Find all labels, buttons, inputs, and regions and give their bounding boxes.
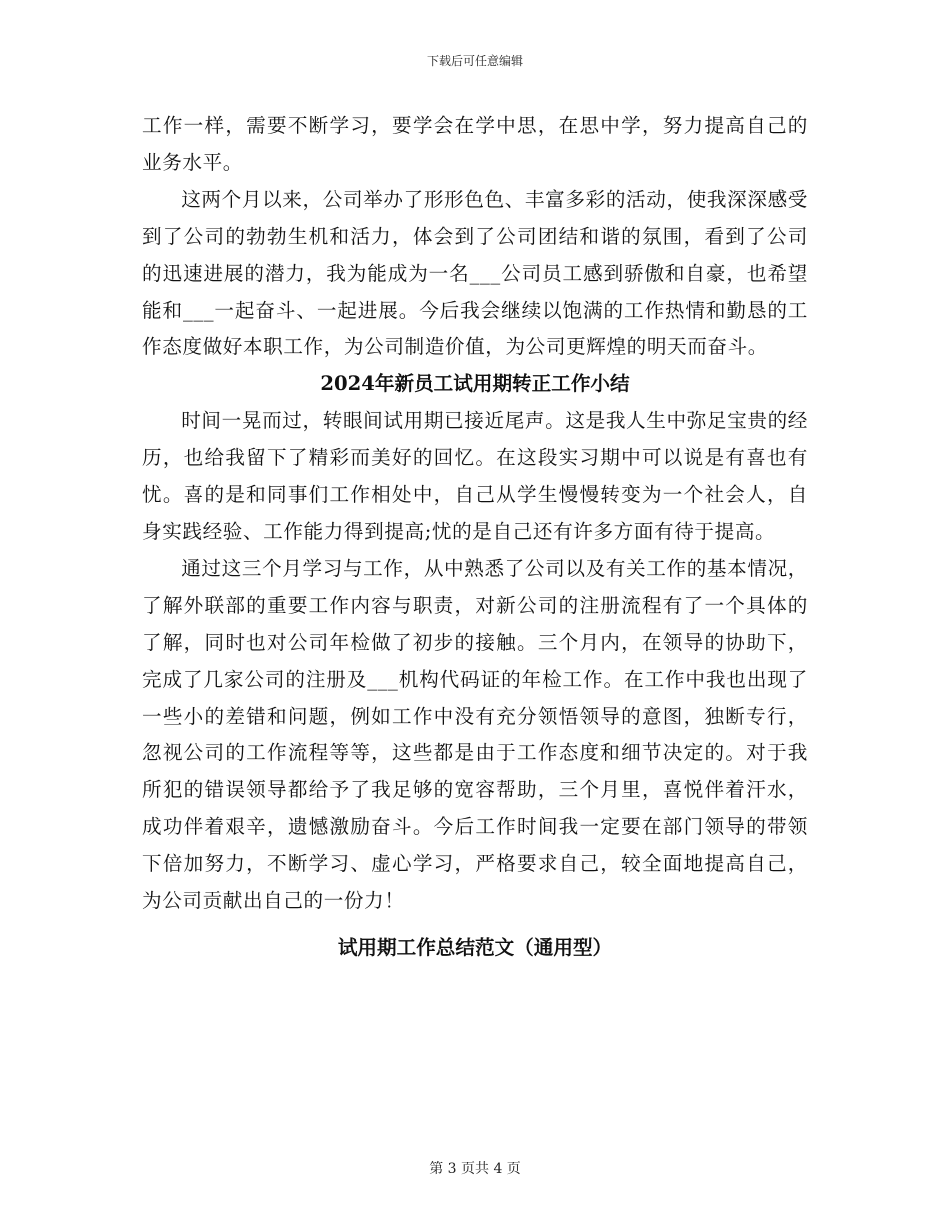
page-footer: 第 3 页共 4 页 [429, 1161, 521, 1177]
document-body [142, 108, 808, 967]
paragraph: 这两个月以来，公司举办了形形色色、丰富多彩的活动，使我深深感受到了公司的勃勃生机和活力，体会到了公司团结和谐的氛围，看到了公司的迅速进展的潜力，我为能成为一名___公司员工感到骄傲和自豪，也希望能和___一起奋斗、一起进展。今后我会继续以饱满的工作热情和勤恳的工作态度做好本职工作，为公司制造价值，为公司更辉煌的明天而奋斗。 [142, 187, 808, 359]
paragraph: 通过这三个月学习与工作，从中熟悉了公司以及有关工作的基本情况，了解外联部的重要工作内容与职责，对新公司的注册流程有了一个具体的了解，同时也对公司年检做了初步的接触。三个月内，在领导的协助下，完成了几家公司的注册及___机构代码证的年检工作。在工作中我也出现了一些小的差错和问题，例如工作中没有充分领悟领导的意图，独断专行，忽视公司的工作流程等等，这些都是由于工作态度和细节决定的。对于我所犯的错误领导都给予了我足够的宽容帮助，三个月里，喜悦伴着汗水，成功伴着艰辛，遗憾激励奋斗。今后工作时间我一定要在部门领导的带领下倍加努力，不断学习、虚心学习，严格要求自己，较全面地提高自己，为公司贡献出自己的一份力！ [142, 556, 808, 913]
page-header: 下载后可任意编辑 [426, 54, 523, 68]
paragraph: 时间一晃而过，转眼间试用期已接近尾声。这是我人生中弥足宝贵的经历，也给我留下了精彩而美好的回忆。在这段实习期中可以说是有喜也有忧。喜的是和同事们工作相处中，自己从学生慢慢转变为一个社会人，自身实践经验、工作能力得到提高;忧的是自己还有许多方面有待于提高。 [142, 409, 808, 543]
section-title: 2024年新员工试用期转正工作小结 [320, 372, 630, 396]
paragraph: 工作一样，需要不断学习，要学会在学中思，在思中学，努力提高自己的业务水平。 [142, 114, 808, 174]
section-title: 试用期工作总结范文（通用型） [337, 935, 613, 959]
